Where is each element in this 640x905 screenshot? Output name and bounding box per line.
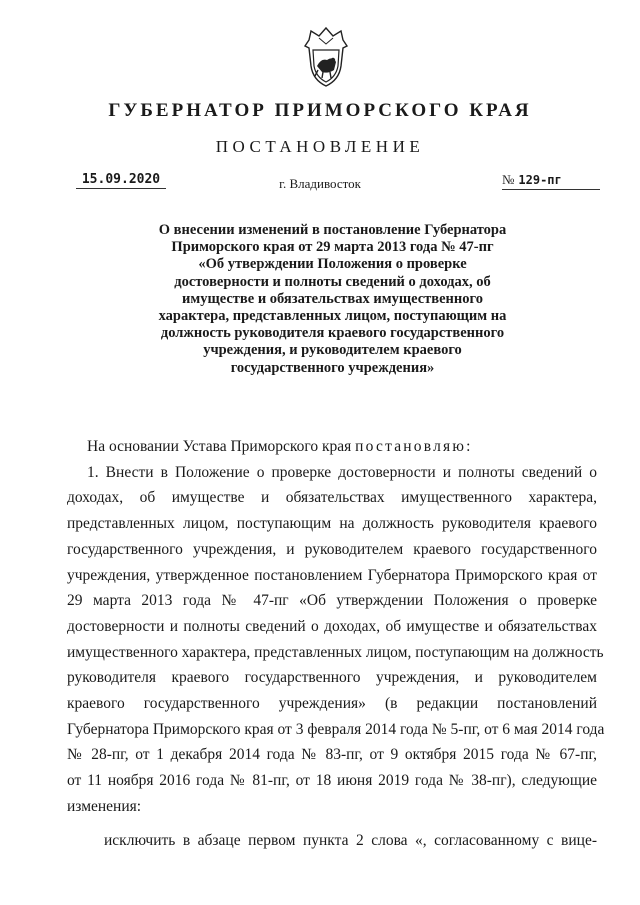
document-title [120, 222, 545, 377]
body-line: учреждения, утвержденное постановлением Губернатора Приморского края от [67, 566, 597, 584]
body-line: руководителя краевого государственного учреждения, и руководителем [67, 669, 597, 687]
body-line: 1. Внести в Положение о проверке достоверности и полноты сведений о [87, 463, 597, 481]
body-line: изменения: [67, 797, 142, 815]
title-line: Приморского края от 29 марта 2013 года № 47-пг [171, 239, 494, 256]
body-line: достоверности и полноты сведений о доходах, об имуществе и обязательствах [67, 617, 597, 635]
number-value: 129-пг [518, 173, 562, 187]
preamble: На основании Устава Приморского края постановляю: [87, 438, 473, 455]
body-line: имущественного характера, представленных лицом, поступающим на должность [67, 643, 604, 661]
body-line: краевого государственного учреждения» (в редакции постановлений [67, 695, 597, 713]
body-line: государственного учреждения, и руководителем краевого государственного [67, 540, 597, 558]
body-line: представленных лицом, поступающим на должность руководителя краевого [67, 515, 597, 533]
title-line: характера, представленных лицом, поступающим на [158, 308, 507, 325]
coat-of-arms-emblem [303, 26, 349, 88]
number-label: № [502, 172, 515, 187]
title-line: государственного учреждения» [230, 359, 435, 376]
body-line: исключить в абзаце первом пункта 2 слова «, согласованному с вице- [104, 831, 597, 849]
body-line: от 11 ноября 2016 года № 81-пг, от 18 июня 2019 года № 38-пг), следующие [67, 772, 597, 790]
title-line: учреждения, и руководителем краевого [203, 342, 462, 359]
document-city: г. Владивосток [279, 176, 361, 191]
issuing-authority: ГУБЕРНАТОР ПРИМОРСКОГО КРАЯ [108, 100, 532, 121]
document-number [502, 172, 600, 190]
title-line: достоверности и полноты сведений о доходах, об [174, 273, 491, 290]
body-line: № 28-пг, от 1 декабря 2014 года № 83-пг, от 9 октября 2015 года № 67-пг, [67, 746, 597, 764]
body-line: 29 марта 2013 года № 47-пг «Об утверждении Положения о проверке [67, 592, 597, 610]
body-line: Губернатора Приморского края от 3 февраля 2014 года № 5-пг, от 6 мая 2014 года [67, 720, 605, 738]
document-body [67, 434, 605, 853]
body-line: доходах, об имуществе и обязательствах имущественного характера, [67, 489, 597, 507]
title-line: «Об утверждении Положения о проверке [198, 256, 467, 273]
title-line: О внесении изменений в постановление Губернатора [158, 222, 507, 238]
document-type: ПОСТАНОВЛЕНИЕ [215, 137, 425, 156]
title-line: имуществе и обязательствах имущественного [182, 290, 483, 307]
preamble-keyword: постановляю: [355, 438, 473, 455]
title-line: должность руководителя краевого государственного [160, 325, 505, 342]
document-date: 15.09.2020 [76, 172, 166, 189]
